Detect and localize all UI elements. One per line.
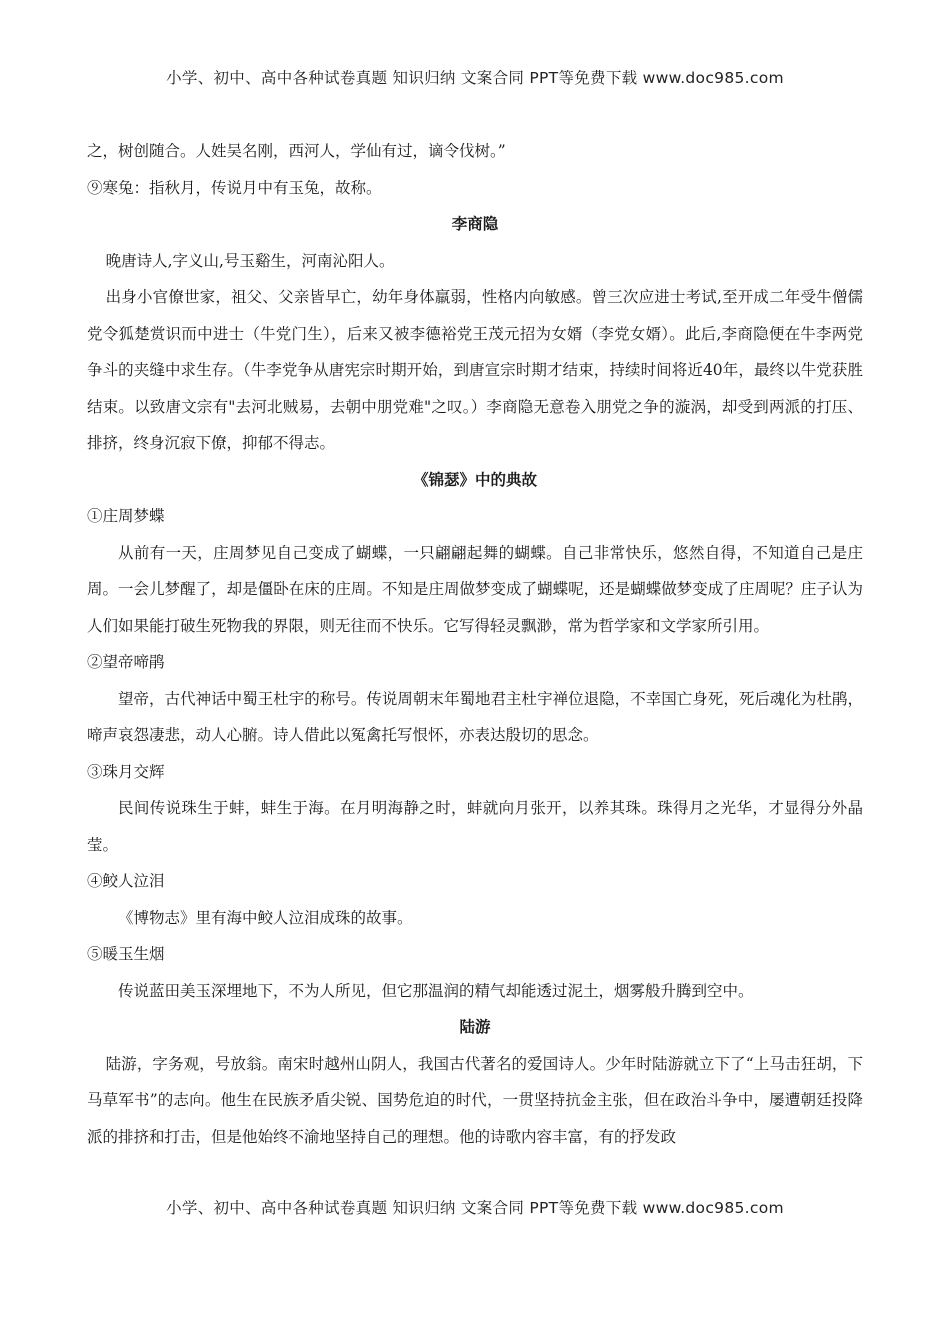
header-banner: 小学、初中、高中各种试卷真题 知识归纳 文案合同 PPT等免费下载 www.doc985.com xyxy=(166,69,784,87)
section-title-lu-you: 陆游 xyxy=(459,1018,491,1036)
li-shangyin-intro: 晚唐诗人,字义山,号玉谿生，河南沁阳人。 xyxy=(105,251,395,270)
allusion-text: 传说蓝田美玉深埋地下，不为人所见，但它那温润的精气却能透过泥土，烟雾般升腾到空中。 xyxy=(118,981,754,1000)
section-title-li-shangyin: 李商隐 xyxy=(451,215,499,233)
note-9: ⑨寒兔：指秋月，传说月中有玉兔，故称。 xyxy=(87,178,382,197)
li-shangyin-bio: 出身小官僚世家，祖父、父亲皆早亡，幼年身体羸弱，性格内向敏感。曾三次应进士考试,至开成二年受牛僧儒党令狐楚赏识而中进士（牛党门生），后来又被李德裕党王茂元招为女婿（李党女婿）。此后,李商隐便在牛李两党争斗的夹缝中求生存。（牛李党争从唐宪宗时期开始，到唐宣宗时期才结束，持续时间将近40年，最终以牛党获胜结束。以致唐文宗有"去河北贼易，去朝中朋党难"之叹。）李商隐无意卷入朋党之争的漩涡，却受到两派的打压、排挤，终身沉寂下僚，抑郁不得志。 xyxy=(87,288,863,452)
allusion-label: ⑤暖玉生烟 xyxy=(87,945,165,963)
allusion-text: 望帝，古代神话中蜀王杜宇的称号。传说周朝末年蜀地君主杜宇禅位退隐，不幸国亡身死，死后魂化为杜鹃，啼声哀怨凄悲，动人心腑。诗人借此以冤禽托写恨怀，亦表达殷切的思念。 xyxy=(87,689,863,744)
lu-you-bio: 陆游，字务观，号放翁。南宋时越州山阴人，我国古代著名的爱国诗人。少年时陆游就立下了“上马击狂胡，下马草军书”的志向。他生在民族矛盾尖锐、国势危迫的时代，一贯坚持抗金主张，但在政治斗争中，屡遭朝廷投降派的排挤和打击，但是他始终不渝地坚持自己的理想。他的诗歌内容丰富，有的抒发政 xyxy=(87,1054,863,1146)
continued-note: 之，树创随合。人姓吴名刚，西河人，学仙有过，谪令伐树。” xyxy=(87,142,506,160)
allusion-label: ①庄周梦蝶 xyxy=(87,507,165,525)
document-body xyxy=(87,133,863,1155)
allusion-label: ④鲛人泣泪 xyxy=(87,872,165,890)
allusion-text: 民间传说珠生于蚌，蚌生于海。在月明海静之时，蚌就向月张开，以养其珠。珠得月之光华，才显得分外晶莹。 xyxy=(87,799,863,854)
allusion-text: 从前有一天，庄周梦见自己变成了蝴蝶，一只翩翩起舞的蝴蝶。自己非常快乐，悠然自得，不知道自己是庄周。一会儿梦醒了，却是僵卧在床的庄周。不知是庄周做梦变成了蝴蝶呢，还是蝴蝶做梦变成了庄周呢？庄子认为人们如果能打破生死物我的界限，则无往而不快乐。它写得轻灵飘渺，常为哲学家和文学家所引用。 xyxy=(87,543,863,635)
allusion-label: ③珠月交辉 xyxy=(87,762,165,781)
section-title-allusions: 《锦瑟》中的典故 xyxy=(412,470,537,489)
allusion-text: 《博物志》里有海中鲛人泣泪成珠的故事。 xyxy=(118,908,413,927)
allusion-label: ②望帝啼鹃 xyxy=(87,653,165,671)
footer-banner: 小学、初中、高中各种试卷真题 知识归纳 文案合同 PPT等免费下载 www.doc985.com xyxy=(166,1199,784,1217)
